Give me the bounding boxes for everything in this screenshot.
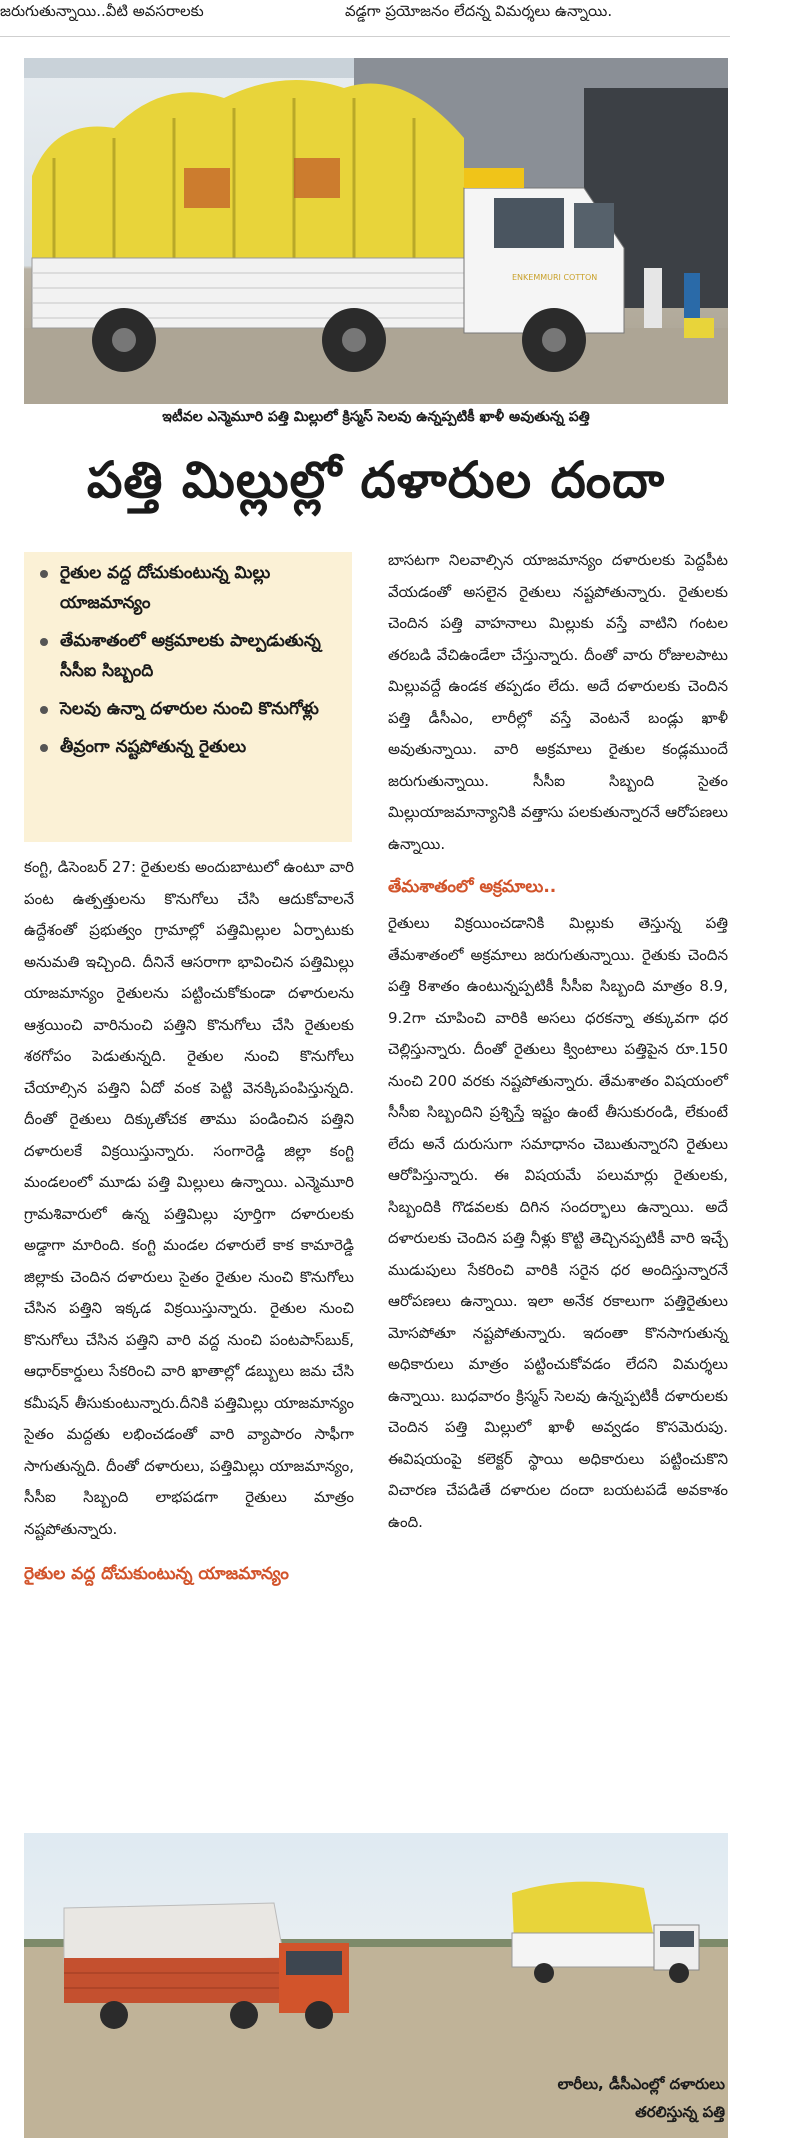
cotton-truck-photo [24,58,728,404]
cotton-truck-illustration [24,58,728,404]
highlight-item [34,626,342,686]
right-subheading: తేమశాతంలో అక్రమాలు.. [388,877,557,897]
bottom-photo-caption: లారీలు, డీసీఎంల్లో దళారులు తరలిస్తున్న పత్తి [557,2075,725,2121]
highlight-text: తేమశాతంలో అక్రమాలకు పాల్పడుతున్న సీసీఐ సిబ్బంది [60,631,321,681]
bullet-icon [40,638,48,646]
left-body-text: కంగ్టి, డిసెంబర్ 27: రైతులకు అందుబాటులో ఉంటూ వారి పంట ఉత్పత్తులను కొనుగోలు చేసి ఆదుకోవాలనే ఉద్దేశంతో ప్రభుత్వం గ్రామాల్లో పత్తిమిల్లుల ఏర్పాటుకు అనుమతి ఇచ్చింది. దీనినే ఆసరాగా భావించిన పత్తిమిల్లు యాజమాన్యం రైతులను పట్టించుకోకుండా దళారులను ఆశ్రయించి వారినుంచి పత్తిని కొనుగోలు చేసి రైతులకు శఠగోపం పెడుతున్నది. రైతుల నుంచి కొనుగోలు చేయాల్సిన పత్తిని ఏదో వంక పెట్టి వెనక్కిపంపిస్తున్నది. దీంతో రైతులు దిక్కుతోచక తాము పండించిన పత్తిని దళారులకే విక్రయిస్తున్నారు. సంగారెడ్డి జిల్లా కంగ్టి మండలంలో మూడు పత్తి మిల్లులు ఉన్నాయి. ఎన్మెమూరి గ్రామశివారులో ఉన్న పత్తిమిల్లు పూర్తిగా దళారులకు అడ్డాగా మారింది. కంగ్టి మండల దళారులే కాక కామారెడ్డి జిల్లాకు చెందిన దళారులు సైతం రైతుల నుంచి కొనుగోలు చేసిన పత్తిని ఇక్కడ విక్రయిస్తున్నారు. రైతుల నుంచి కొనుగోలు చేసిన పత్తిని వారి వద్ద నుంచి పంటపాస్‌బుక్, ఆధార్‌కార్డులు సేకరించి వారి ఖాతాల్లో డబ్బులు జమ చేసి కమీషన్ తీసుకుంటున్నారు.దీనికి పత్తిమిల్లు యాజమాన్యం సైతం మద్దతు లభించడంతో వారి వ్యాపారం సాఫీగా సాగుతున్నది. దీంతో దళారులు, పత్తిమిల్లు యాజమాన్యం, సీసీఐ సిబ్బంది లాభపడగా రైతులు మాత్రం నష్టపోతున్నారు. [24,858,354,1538]
bullet-icon [40,706,48,714]
highlight-item [34,732,342,762]
highlights-box [24,552,352,842]
highlight-text: తీవ్రంగా నష్టపోతున్న రైతులు [60,737,247,757]
top-photo-caption: ఇటీవల ఎన్మెమూరి పత్తి మిల్లులో క్రిస్మస్ సెలవు ఉన్నప్పటికీ ఖాళీ అవుతున్న పత్తి [162,409,590,425]
previous-article-strip [0,0,730,37]
right-body-text-2: రైతులు విక్రయించడానికి మిల్లుకు తెస్తున్న పత్తి తేమశాతంలో అక్రమాలు జరుగుతున్నాయి. రైతుకు చెందిన పత్తి 8శాతం ఉంటున్నప్పటికీ సీసీఐ సిబ్బంది మాత్రం 8.9, 9.2గా చూపించి వారికి అసలు ధరకన్నా తక్కువగా ధర చెల్లిస్తున్నారు. దీంతో రైతులు క్వింటాలు పత్తిపైన రూ.150 నుంచి 200 వరకు నష్టపోతున్నారు. తేమశాతం విషయంలో సీసీఐ సిబ్బందిని ప్రశ్నిస్తే ఇష్టం ఉంటే తీసుకురండి, లేకుంటే లేదు అనే దురుసుగా సమాధానం చెబుతున్నారని రైతులు ఆరోపిస్తున్నారు. ఈ విషయమే పలుమార్లు రైతులకు, సిబ్బందికి గొడవలకు దిగిన సందర్భాలు ఉన్నాయి. అదే దళారులకు చెందిన పత్తి నీళ్లు కొట్టి తెచ్చినప్పటికీ వారి ఇచ్చే ముడుపులు సేకరించి వారికి సరైన ధర అందిస్తున్నారనే ఆరోపణలు ఉన్నాయి. ఇలా అనేక రకాలుగా పత్తిరైతులు మోసపోతూ నష్టపోతున్నారు. ఇదంతా కొనసాగుతున్న అధికారులు మాత్రం పట్టించుకోవడం లేదని విమర్శలు ఉన్నాయి. బుధవారం క్రిస్మస్ సెలవు ఉన్నప్పటికీ దళారులకు చెందిన పత్తి మిల్లులో ఖాళీ అవ్వడం కొసమెరుపు. ఈవిషయంపై కలెక్టర్ స్థాయి అధికారులు పట్టించుకొని విచారణ చేపడితే దళారుల దందా బయటపడే అవకాశం ఉంది. [388,914,728,1531]
bullet-icon [40,570,48,578]
article-headline: పత్తి మిల్లుల్లో దళారుల దందా [86,451,666,509]
left-subheading: రైతుల వద్ద దోచుకుంటున్న యాజమాన్యం [24,1564,289,1584]
previous-article-text-right: వడ్డగా ప్రయోజనం లేదన్న విమర్శలు ఉన్నాయి. [345,2,613,20]
left-column [24,852,354,1595]
highlight-text: రైతుల వద్ద దోచుకుంటున్న మిల్లు యాజమాన్యం [60,563,271,613]
previous-article-text-left: జరుగుతున్నాయి..వీటి అవసరాలకు [0,2,204,20]
right-body-text-1: బాసటగా నిలవాల్సిన యాజమాన్యం దళారులకు పెద్దపీట వేయడంతో అసలైన రైతులు నష్టపోతున్నారు. రైతులకు చెందిన పత్తి వాహనాలు మిల్లుకు వస్తే వాటిని గంటల తరబడి వేచిఉండేలా చేస్తున్నారు. దీంతో వారు రోజులపాటు మిల్లువద్దే ఉండక తప్పడం లేదు. అదే దళారులకు చెందిన పత్తి డీసీఎం, లారీల్లో వస్తే వెంటనే బండ్లు ఖాళీ అవుతున్నాయి. వారి అక్రమాలు రైతుల కండ్లముందే జరుగుతున్నాయి. సీసీఐ సిబ్బంది సైతం మిల్లుయాజమాన్యానికి వత్తాసు పలకుతున్నారనే ఆరోపణలు ఉన్నాయి. [388,551,728,853]
right-column [388,545,728,1538]
highlight-text: సెలవు ఉన్నా దళారుల నుంచి కొనుగోళ్లు [60,699,319,719]
bullet-icon [40,744,48,752]
highlight-item [34,558,342,618]
highlight-item [34,694,342,724]
truck-lettering: ENKEMMURI COTTON [512,273,598,282]
